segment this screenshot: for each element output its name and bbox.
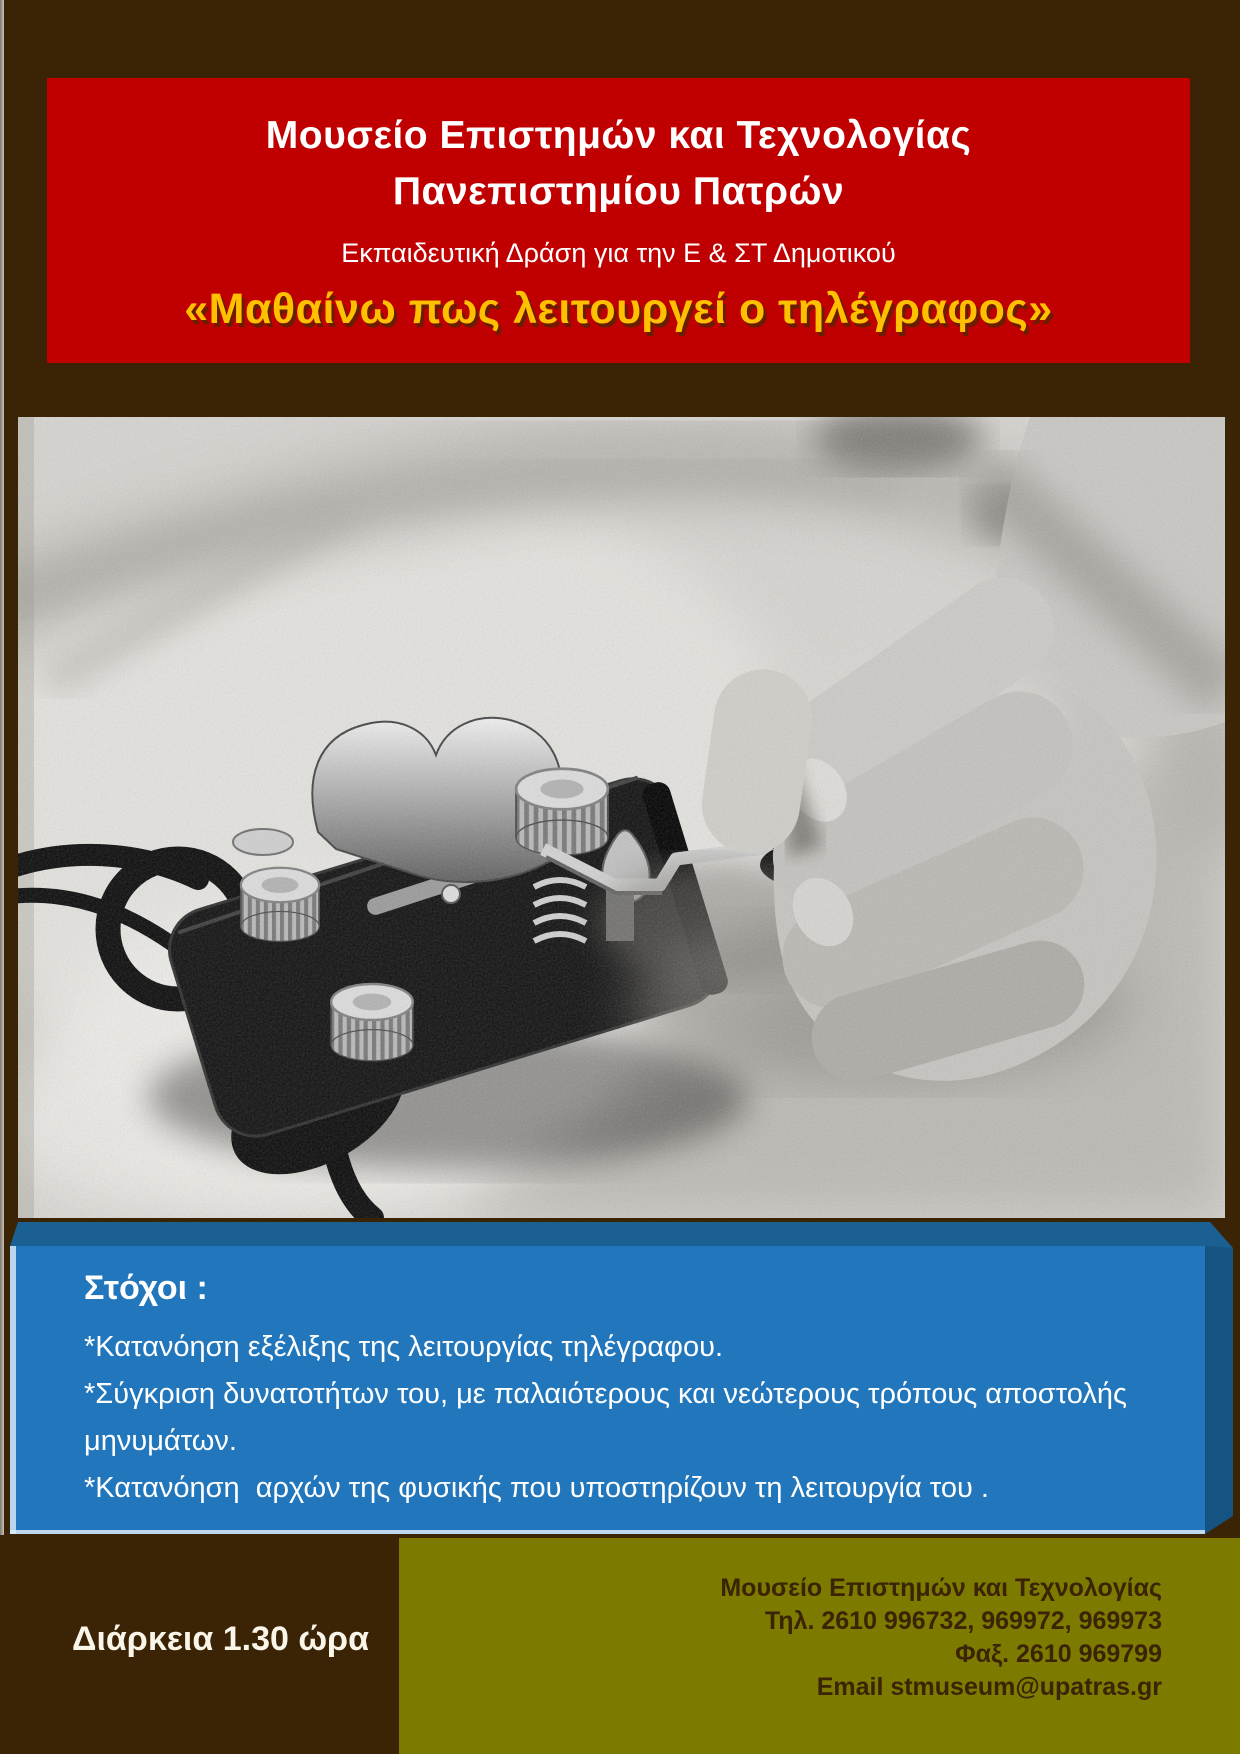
- contact-line-museum: Μουσείο Επιστημών και Τεχνολογίας: [720, 1574, 1162, 1602]
- contact-line-email: Email stmuseum@upatras.gr: [816, 1673, 1162, 1701]
- goal-line: *Κατανόηση εξέλιξης της λειτουργίας τηλέγραφου.: [84, 1331, 724, 1363]
- activity-title: «Μαθαίνω πως λειτουργεί ο τηλέγραφος»: [184, 285, 1053, 333]
- goal-line: *Κατανόηση αρχών της φυσικής που υποστηρίζουν τη λειτουργία του .: [84, 1472, 989, 1504]
- telegraph-photo: [18, 417, 1225, 1218]
- goal-line: μηνυμάτων.: [84, 1425, 237, 1457]
- contact-line-fax: Φαξ. 2610 969799: [955, 1640, 1162, 1668]
- goals-heading: Στόχοι :: [84, 1269, 208, 1307]
- photo-grain: [18, 417, 1225, 1218]
- duration-label: Διάρκεια 1.30 ώρα: [72, 1620, 369, 1658]
- museum-title-line1: Μουσείο Επιστημών και Τεχνολογίας: [265, 114, 972, 157]
- goal-line: *Σύγκριση δυνατοτήτων του, με παλαιότερους και νεώτερους τρόπους αποστολής: [84, 1378, 1127, 1410]
- page-edge-strip: [0, 0, 4, 1535]
- slab-bottom-highlight: [10, 1530, 1205, 1534]
- slab-right-face: [1205, 1246, 1233, 1534]
- header-banner: [47, 78, 1190, 363]
- header-subtitle: Εκπαιδευτική Δράση για την Ε & ΣΤ Δημοτικού: [341, 238, 896, 268]
- contact-line-phone: Τηλ. 2610 996732, 969972, 969973: [764, 1607, 1162, 1635]
- telegraph-photo-art: [18, 417, 1225, 1218]
- slab-left-highlight: [10, 1246, 16, 1534]
- slab-top-face: [10, 1222, 1233, 1248]
- goals-panel: [84, 1266, 1164, 1512]
- contact-block: [720, 1572, 1162, 1704]
- museum-title-line2: Πανεπιστημίου Πατρών: [392, 170, 845, 213]
